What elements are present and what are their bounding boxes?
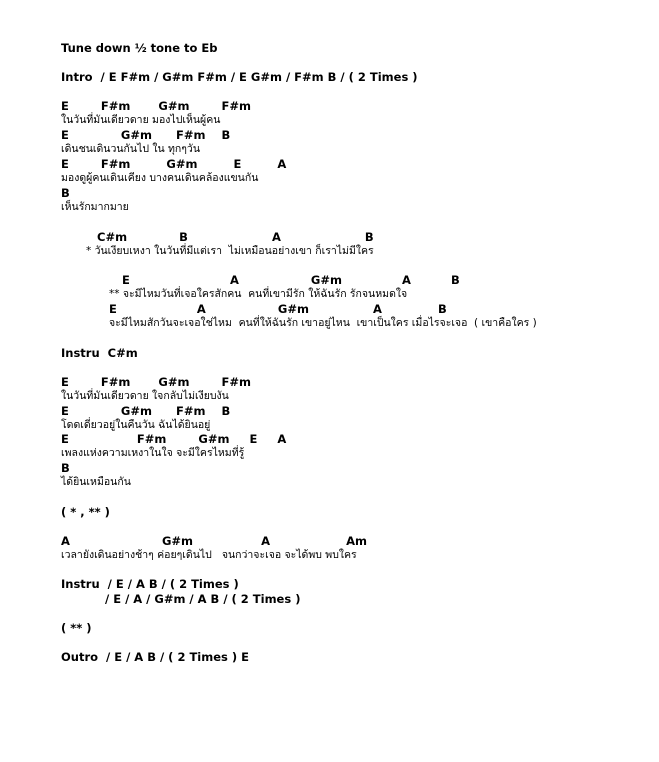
instru-line: Instru / E / A B / ( 2 Times ) — [61, 577, 239, 591]
lyric-line: เห็นรักมากมาย — [61, 201, 129, 213]
lyric-line: มองดูผู้คนเดินเคียง บางคนเดินคล้องแขนกัน — [61, 172, 259, 184]
chord-line: B — [61, 186, 70, 200]
lyric-line: ในวันที่มันเดียวดาย ใจกลับไม่เงียบงัน — [61, 390, 229, 402]
chord-line: A G#m A Am — [61, 534, 367, 548]
chord-line: E F#m G#m E A — [61, 157, 287, 171]
chord-line: C#m B A B — [97, 230, 374, 244]
chord-line: E F#m G#m F#m — [61, 99, 251, 113]
lyric-line: โดดเดี่ยวอยู่ในคืนวัน ฉันได้ยินอยู่ — [61, 419, 211, 431]
chord-line: E F#m G#m F#m — [61, 375, 251, 389]
repeat-marker: ( * , ** ) — [61, 505, 110, 519]
lyric-line: * วันเงียบเหงา ในวันที่มีแต่เรา ไม่เหมือนอย่างเขา ก็เราไม่มีใคร — [86, 245, 374, 257]
chord-line: E A G#m A B — [109, 302, 447, 316]
chord-line: E G#m F#m B — [61, 128, 231, 142]
tune-note: Tune down ½ tone to Eb — [61, 41, 218, 55]
repeat-marker: ( ** ) — [61, 621, 92, 635]
chord-line: E F#m G#m E A — [61, 432, 287, 446]
lyric-line: เวลายังเดินอย่างช้าๆ ค่อยๆเดินไป จนกว่าจะเจอ จะได้พบ พบใคร — [61, 549, 357, 561]
lyric-line: เพลงแห่งความเหงาในใจ จะมีใครไหมที่รู้ — [61, 447, 245, 459]
intro-line: Intro / E F#m / G#m F#m / E G#m / F#m B / ( 2 Times ) — [61, 70, 418, 84]
chord-line: E A G#m A B — [122, 273, 460, 287]
lyric-line: ได้ยินเหมือนกัน — [61, 476, 131, 488]
instru-line: Instru C#m — [61, 346, 138, 360]
chord-line: E G#m F#m B — [61, 404, 231, 418]
lyric-line: ** จะมีไหมวันที่เจอใครสักคน คนที่เขามีรัก ให้ฉันรัก รักจนหมดใจ — [109, 288, 408, 300]
lyric-line: จะมีไหมสักวันจะเจอใช่ไหม คนที่ให้ฉันรัก เขาอยู่ไหน เขาเป็นใคร เมื่อไรจะเจอ ( เขาคือใคร ) — [109, 317, 537, 329]
lyric-line: เดินชนเดินวนกันไป ใน ทุกๆวัน — [61, 143, 201, 155]
lyric-line: ในวันที่มันเดียวดาย มองไปเห็นผู้คน — [61, 114, 221, 126]
chord-line: B — [61, 461, 70, 475]
instru-line: / E / A / G#m / A B / ( 2 Times ) — [105, 592, 301, 606]
outro-line: Outro / E / A B / ( 2 Times ) E — [61, 650, 249, 664]
